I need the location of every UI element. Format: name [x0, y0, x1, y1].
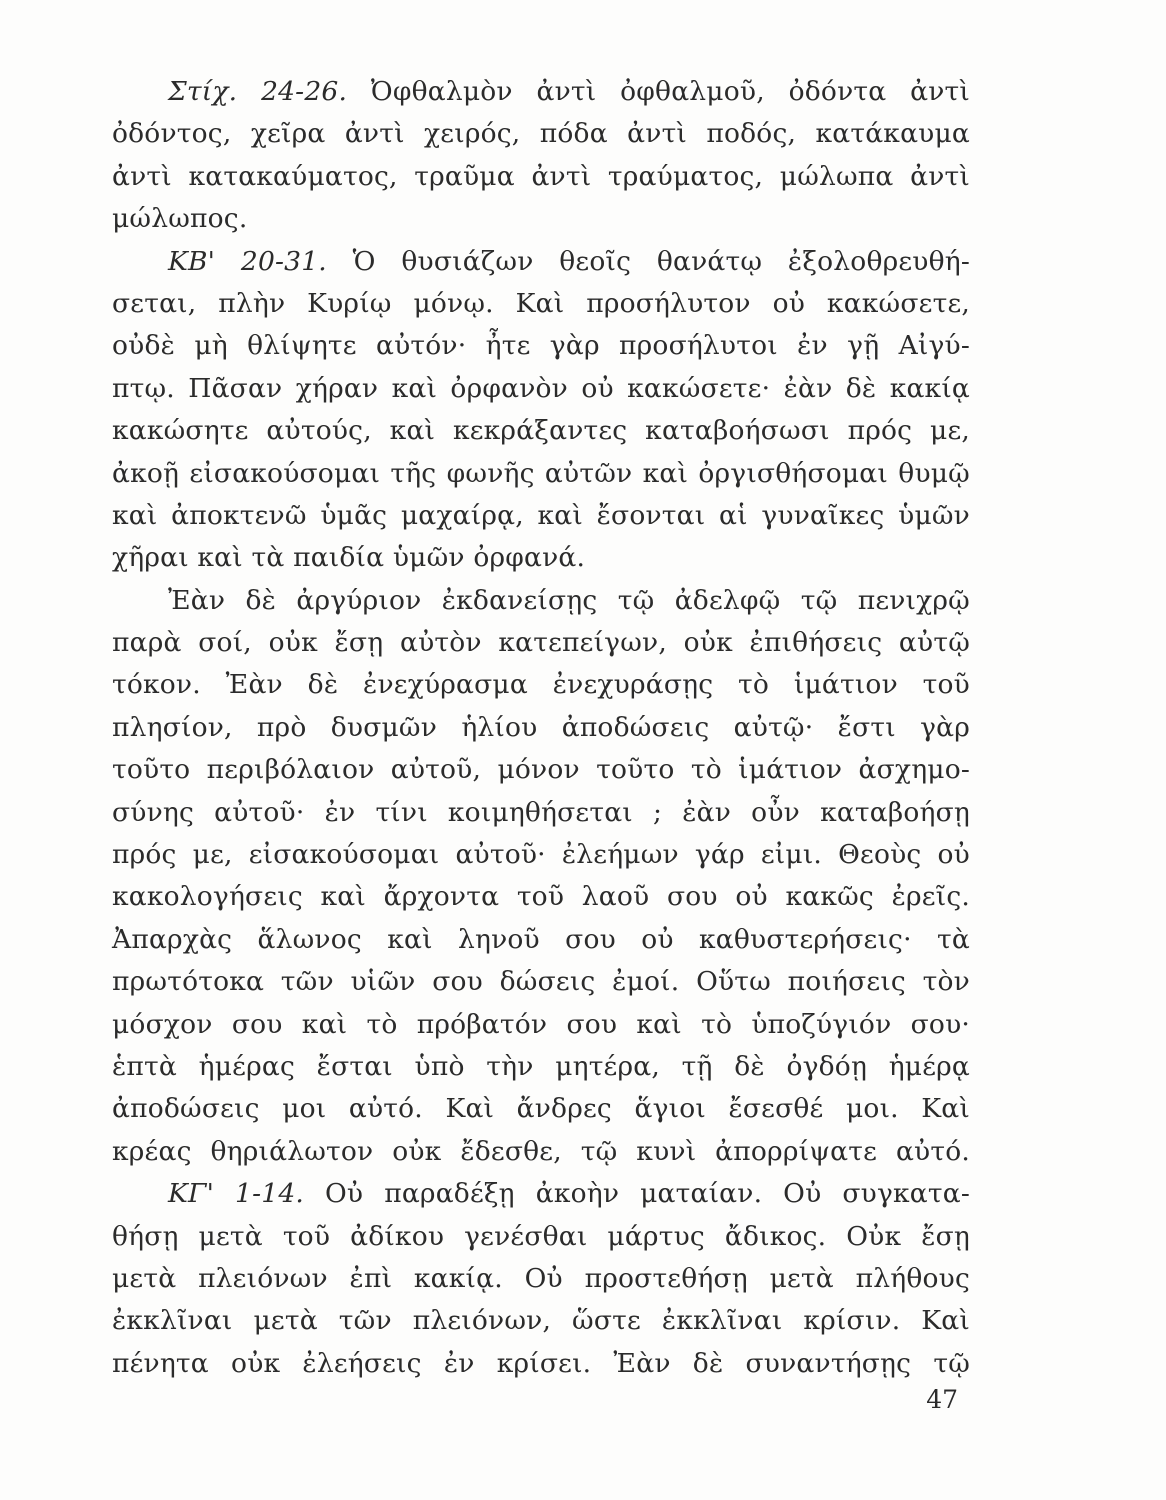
text-line	[112, 834, 970, 876]
line-text: πένητα οὐκ ἐλεήσεις ἐν κρίσει. Ἐὰν δὲ συναντήσῃς τῷ	[112, 1347, 970, 1379]
text-line	[112, 325, 970, 367]
text-line	[112, 1046, 970, 1088]
verse-reference: ΚΓ' 1-14.	[168, 1178, 305, 1210]
text-line	[112, 876, 970, 918]
line-text: μετὰ πλειόνων ἐπὶ κακίᾳ. Οὐ προστεθήσῃ μετὰ πλήθους	[112, 1262, 970, 1294]
text-line	[112, 622, 970, 664]
line-text: Ὁ θυσιάζων θεοῖς θανάτῳ ἐξολοθρευθή-	[352, 245, 970, 277]
line-text: κακολογήσεις καὶ ἄρχοντα τοῦ λαοῦ σου οὐ κακῶς ἐρεῖς.	[112, 881, 970, 913]
line-text: θήσῃ μετὰ τοῦ ἀδίκου γενέσθαι μάρτυς ἄδικος. Οὐκ ἔσῃ	[112, 1220, 970, 1252]
text-line	[112, 1343, 970, 1385]
text-line	[112, 1258, 970, 1300]
text-line	[112, 241, 970, 283]
line-text: πτῳ. Πᾶσαν χήραν καὶ ὀρφανὸν οὐ κακώσετε· ἐὰν δὲ κακίᾳ	[112, 372, 970, 404]
line-text: ἀκοῇ εἰσακούσομαι τῆς φωνῆς αὐτῶν καὶ ὀργισθήσομαι θυμῷ	[112, 457, 970, 489]
line-text: Ἐὰν δὲ ἀργύριον ἐκδανείσῃς τῷ ἀδελφῷ τῷ πενιχρῷ	[168, 584, 970, 616]
body-text	[112, 71, 970, 1385]
text-line	[112, 283, 970, 325]
text-line	[112, 1004, 970, 1046]
text-line	[112, 707, 970, 749]
line-text: πρός με, εἰσακούσομαι αὐτοῦ· ἐλεήμων γάρ εἰμι. Θεοὺς οὐ	[112, 839, 970, 871]
line-text: Ὀφθαλμὸν ἀντὶ ὀφθαλμοῦ, ὀδόντα ἀντὶ	[370, 76, 970, 107]
text-line	[112, 961, 970, 1003]
line-text: σύνης αὐτοῦ· ἐν τίνι κοιμηθήσεται ; ἐὰν οὖν καταβοήσῃ	[112, 796, 970, 828]
line-text: χῆραι καὶ τὰ παιδία ὑμῶν ὀρφανά.	[112, 542, 586, 574]
line-text: Οὐ παραδέξῃ ἀκοὴν ματαίαν. Οὐ συγκατα-	[325, 1178, 970, 1210]
text-line	[112, 368, 970, 410]
text-line	[112, 198, 970, 240]
text-line	[112, 453, 970, 495]
line-text: ἀποδώσεις μοι αὐτό. Καὶ ἄνδρες ἅγιοι ἔσεσθέ μοι. Καὶ	[112, 1093, 970, 1125]
text-line	[112, 919, 970, 961]
line-text: ὀδόντος, χεῖρα ἀντὶ χειρός, πόδα ἀντὶ ποδός, κατάκαυμα	[112, 118, 970, 150]
text-line	[112, 537, 970, 579]
line-text: σεται, πλὴν Κυρίῳ μόνῳ. Καὶ προσήλυτον οὐ κακώσετε,	[112, 287, 970, 319]
text-line	[112, 580, 970, 622]
text-line	[112, 1300, 970, 1342]
line-text: καὶ ἀποκτενῶ ὑμᾶς μαχαίρᾳ, καὶ ἔσονται αἱ γυναῖκες ὑμῶν	[112, 499, 970, 531]
text-line	[112, 1088, 970, 1130]
line-text: πλησίον, πρὸ δυσμῶν ἡλίου ἀποδώσεις αὐτῷ· ἔστι γὰρ	[112, 711, 970, 743]
text-line	[112, 664, 970, 706]
page-number: 47	[926, 1385, 958, 1414]
text-line	[112, 495, 970, 537]
line-text: τόκον. Ἐὰν δὲ ἐνεχύρασμα ἐνεχυράσῃς τὸ ἱμάτιον τοῦ	[112, 669, 970, 701]
line-text: Ἀπαρχὰς ἅλωνος καὶ ληνοῦ σου οὐ καθυστερήσεις· τὰ	[112, 923, 970, 955]
text-line	[112, 113, 970, 155]
line-text: ἀντὶ κατακαύματος, τραῦμα ἀντὶ τραύματος, μώλωπα ἀντὶ	[112, 160, 970, 192]
line-text: μώλωπος.	[112, 203, 248, 235]
text-line	[112, 71, 970, 113]
text-line	[112, 410, 970, 452]
text-line	[112, 156, 970, 198]
line-text: κακώσητε αὐτούς, καὶ κεκράξαντες καταβοήσωσι πρός με,	[112, 415, 970, 447]
text-line	[112, 1216, 970, 1258]
line-text: παρὰ σοί, οὐκ ἔσῃ αὐτὸν κατεπείγων, οὐκ ἐπιθήσεις αὐτῷ	[112, 627, 970, 659]
verse-reference: Στίχ. 24-26.	[168, 76, 348, 107]
text-line	[112, 1173, 970, 1215]
verse-reference: ΚΒ' 20-31.	[168, 245, 327, 277]
line-text: πρωτότοκα τῶν υἱῶν σου δώσεις ἐμοί. Οὕτω ποιήσεις τὸν	[112, 966, 970, 998]
line-text: ἐκκλῖναι μετὰ τῶν πλειόνων, ὥστε ἐκκλῖναι κρίσιν. Καὶ	[112, 1305, 970, 1337]
text-line	[112, 1131, 970, 1173]
line-text: ἑπτὰ ἡμέρας ἔσται ὑπὸ τὴν μητέρα, τῇ δὲ ὀγδόῃ ἡμέρᾳ	[112, 1050, 970, 1082]
text-line	[112, 749, 970, 791]
line-text: οὐδὲ μὴ θλίψητε αὐτόν· ἦτε γὰρ προσήλυτοι ἐν γῇ Αἰγύ-	[112, 330, 970, 362]
line-text: μόσχον σου καὶ τὸ πρόβατόν σου καὶ τὸ ὑποζύγιόν σου·	[112, 1008, 970, 1040]
text-line	[112, 792, 970, 834]
line-text: κρέας θηριάλωτον οὐκ ἔδεσθε, τῷ κυνὶ ἀπορρίψατε αὐτό.	[112, 1135, 970, 1167]
line-text: τοῦτο περιβόλαιον αὐτοῦ, μόνον τοῦτο τὸ ἱμάτιον ἀσχημο-	[112, 754, 970, 786]
